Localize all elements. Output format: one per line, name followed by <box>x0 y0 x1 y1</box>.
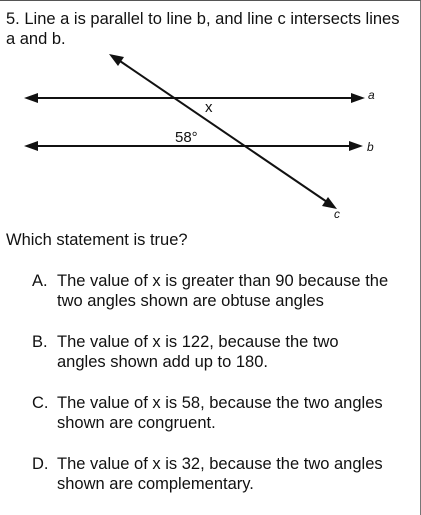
choice-letter: A. <box>32 272 48 290</box>
choice-text: The value of x is 122, because the two angles shown add up to 180. <box>57 333 339 371</box>
line-a-right-arrow <box>351 93 365 103</box>
choice-letter: D. <box>32 455 49 473</box>
question-number: 5. <box>6 10 20 28</box>
question-text: Line a is parallel to line b, and line c intersects lines a and b. <box>6 10 400 48</box>
choice-letter: C. <box>32 394 49 412</box>
angle-x-label: x <box>205 99 213 116</box>
choice-text: The value of x is greater than 90 because the two angles shown are obtuse angles <box>57 272 389 310</box>
line-a-left-arrow <box>24 93 38 103</box>
line-b-left-arrow <box>24 141 38 151</box>
parallel-lines-diagram <box>0 1 421 226</box>
question-prompt: Which statement is true? <box>6 231 188 249</box>
answer-choice-d[interactable] <box>32 454 412 494</box>
answer-choice-b[interactable] <box>32 332 412 372</box>
line-c-label: c <box>334 207 340 221</box>
choice-text: The value of x is 32, because the two angles shown are complementary. <box>57 455 383 493</box>
choice-letter: B. <box>32 333 48 351</box>
answer-choice-a[interactable] <box>32 271 412 311</box>
line-c-upper-arrow <box>109 54 124 66</box>
answer-choice-c[interactable] <box>32 393 412 433</box>
line-b-right-arrow <box>349 141 363 151</box>
line-b-label: b <box>367 140 374 154</box>
angle-58-label: 58° <box>175 129 198 146</box>
choice-text: The value of x is 58, because the two angles shown are congruent. <box>57 394 383 432</box>
line-a-label: a <box>368 88 375 102</box>
line-c <box>117 59 330 204</box>
